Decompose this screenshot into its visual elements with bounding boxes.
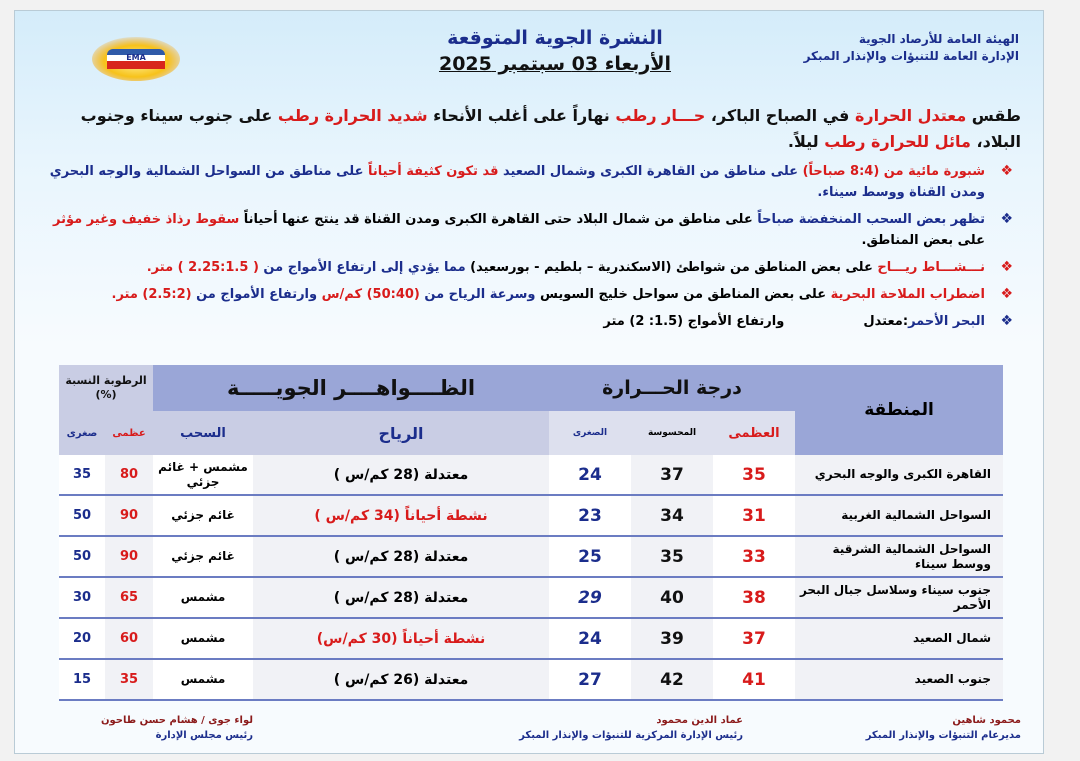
summary-text: على جنوب سيناء وجنوب البلاد، [80,106,1021,151]
signatory-title: رئيس الإدارة المركزية للتنبؤات والإنذار المبكر [519,730,743,741]
sea-label: البحر الأحمر [908,314,985,329]
col-clouds: السحب [153,411,253,455]
forecast-table [59,365,1003,701]
warning-text: اضطراب الملاحة البحرية [830,287,985,302]
region-cell: جنوب سيناء وسلاسل جبال البحر الأحمر [795,578,1003,619]
warning-text: شبورة مائية من (8:4 صباحاً) [802,164,985,179]
wind-cell: نشطة أحياناً (30 كم/س) [253,619,549,660]
warning-text: (50:40) كم/س [317,287,425,302]
region-header: المنطقة [795,365,1003,455]
weather-summary [45,103,1021,155]
sea-waves: وارتفاع الأمواج (1.5: 2) متر [603,314,785,329]
organization-header [804,31,1019,65]
phenomena-header: الظــــواهــــر الجويـــــة [153,365,549,411]
warning-text: (2.5:2) متر. [111,287,197,302]
warning-text: على بعض المناطق. [861,233,985,248]
region-cell: شمال الصعيد [795,619,1003,660]
feels-like-cell: 34 [631,496,713,537]
ema-logo-icon [91,33,181,81]
table-row [59,660,1003,701]
humidity-min-cell: 15 [59,660,105,701]
diamond-bullet-icon: ❖ [1000,163,1013,179]
warning-text: نـــشـــاط ريـــاح [877,260,985,275]
table-row [59,537,1003,578]
feels-like-cell: 39 [631,619,713,660]
humidity-min-cell: 35 [59,455,105,496]
clouds-cell: مشمس [153,619,253,660]
col-min-temp: الصغرى [549,411,631,455]
warning-text: ( 2.25:1.5 ) متر. [146,260,264,275]
table-row [59,578,1003,619]
diamond-bullet-icon: ❖ [1000,211,1013,227]
humidity-max-cell: 35 [105,660,153,701]
warning-text: سقوط رذاذ خفيف وغير مؤثر [53,212,240,227]
signatory-title: رئيس مجلس الإدارة [155,730,253,741]
feels-like-cell: 35 [631,537,713,578]
summary-highlight: حـــار رطب [615,106,706,125]
feels-like-cell: 37 [631,455,713,496]
summary-highlight: شديد الحرارة رطب [277,106,428,125]
diamond-bullet-icon: ❖ [1000,259,1013,275]
min-temp-cell: 27 [549,660,631,701]
col-max-temp: العظمى [713,411,795,455]
humidity-max-cell: 90 [105,537,153,578]
clouds-cell: مشمس [153,660,253,701]
wind-cell: معتدلة (26 كم/س ) [253,660,549,701]
table-row [59,496,1003,537]
bulletin-heading [345,27,765,75]
bulletin-title: النشرة الجوية المتوقعة [447,27,663,49]
warning-text: على مناطق من السواحل الشمالية والوجه البحري ومدن القناة ووسط سيناء. [49,164,985,200]
signatory-title: مديرعام التنبؤات والإنذار المبكر [865,730,1021,741]
warning-clouds [45,209,1013,251]
humidity-max-cell: 90 [105,496,153,537]
red-sea-state [45,311,1013,332]
warning-text: على بعض المناطق من شواطئ (الاسكندرية – بلطيم - بورسعيد) [465,260,878,275]
warning-text: قد تكون كثيفة أحياناً [367,164,499,179]
warning-text: على مناطق من القاهرة الكبرى وشمال الصعيد [498,164,803,179]
diamond-bullet-icon: ❖ [1000,286,1013,302]
signatory-name: لواء جوى / هشام حسن طاحون [100,715,253,726]
summary-highlight: معتدل الحرارة [854,106,967,125]
clouds-cell: مشمس [153,578,253,619]
humidity-min-cell: 30 [59,578,105,619]
summary-text: طقس [966,106,1021,125]
warning-text: مما يؤدي إلى ارتفاع الأمواج من [263,260,466,275]
max-temp-cell: 38 [713,578,795,619]
table-row [59,455,1003,496]
warnings-list [45,161,1013,338]
clouds-cell: مشمس + غائم جزئي [153,455,253,496]
warning-text: وسرعة الرياح من [424,287,536,302]
col-wind: الرياح [253,411,549,455]
summary-text: في الصباح الباكر، [705,106,855,125]
humidity-min-cell: 50 [59,496,105,537]
temperature-header: درجة الحـــرارة [549,365,795,411]
signature-central-director [519,713,743,743]
max-temp-cell: 33 [713,537,795,578]
bulletin-date: الأربعاء 03 سبتمبر 2025 [438,53,671,75]
max-temp-cell: 31 [713,496,795,537]
min-temp-cell: 29 [549,578,631,619]
diamond-bullet-icon: ❖ [1000,313,1013,329]
humidity-max-cell: 80 [105,455,153,496]
region-cell: القاهرة الكبرى والوجه البحري [795,455,1003,496]
warning-fog [45,161,1013,203]
signatory-name: محمود شاهين [952,715,1021,726]
clouds-cell: غائم جزئي [153,537,253,578]
warning-text: تظهر بعض السحب المنخفضة صباحاً [757,212,985,227]
signature-chairman [101,713,253,743]
wind-cell: معتدلة (28 كم/س ) [253,578,549,619]
warning-text: على مناطق من شمال البلاد حتى القاهرة الكبرى ومدن القناة قد ينتج عنها أحياناً [239,212,758,227]
col-humidity-min: صغرى [59,411,105,455]
bulletin-page [14,10,1044,754]
warning-text: على بعض المناطق من سواحل خليج السويس [535,287,831,302]
col-feels-like: المحسوسة [631,411,713,455]
max-temp-cell: 41 [713,660,795,701]
summary-highlight: مائل للحرارة رطب [824,132,971,151]
humidity-max-cell: 65 [105,578,153,619]
min-temp-cell: 25 [549,537,631,578]
region-cell: السواحل الشمالية الشرقية ووسط سيناء [795,537,1003,578]
summary-text: نهاراً على أغلب الأنحاء [427,106,616,125]
humidity-min-cell: 50 [59,537,105,578]
logo-text: EMA [126,53,146,62]
org-name: الهيئة العامة للأرصاد الجوية [858,32,1019,46]
forecast-rows [59,455,1003,701]
humidity-min-cell: 20 [59,619,105,660]
col-humidity-max: عظمى [105,411,153,455]
wind-cell: نشطة أحياناً (34 كم/س ) [253,496,549,537]
region-cell: جنوب الصعيد [795,660,1003,701]
signature-forecast-director [866,713,1021,743]
table-row [59,619,1003,660]
max-temp-cell: 37 [713,619,795,660]
min-temp-cell: 24 [549,619,631,660]
wind-cell: معتدلة (28 كم/س ) [253,537,549,578]
feels-like-cell: 40 [631,578,713,619]
max-temp-cell: 35 [713,455,795,496]
feels-like-cell: 42 [631,660,713,701]
org-department: الإدارة العامة للتنبؤات والإنذار المبكر [803,49,1019,63]
min-temp-cell: 23 [549,496,631,537]
warning-navigation [45,284,1013,305]
wind-cell: معتدلة (28 كم/س ) [253,455,549,496]
humidity-header: الرطوبة النسبة (%) [59,365,153,411]
warning-text: وارتفاع الأمواج من [196,287,318,302]
clouds-cell: غائم جزئي [153,496,253,537]
humidity-max-cell: 60 [105,619,153,660]
warning-wind [45,257,1013,278]
min-temp-cell: 24 [549,455,631,496]
region-cell: السواحل الشمالية الغربية [795,496,1003,537]
summary-text: ليلاً. [787,132,825,151]
sea-state: :معتدل [863,314,909,329]
signatory-name: عماد الدين محمود [656,715,743,726]
